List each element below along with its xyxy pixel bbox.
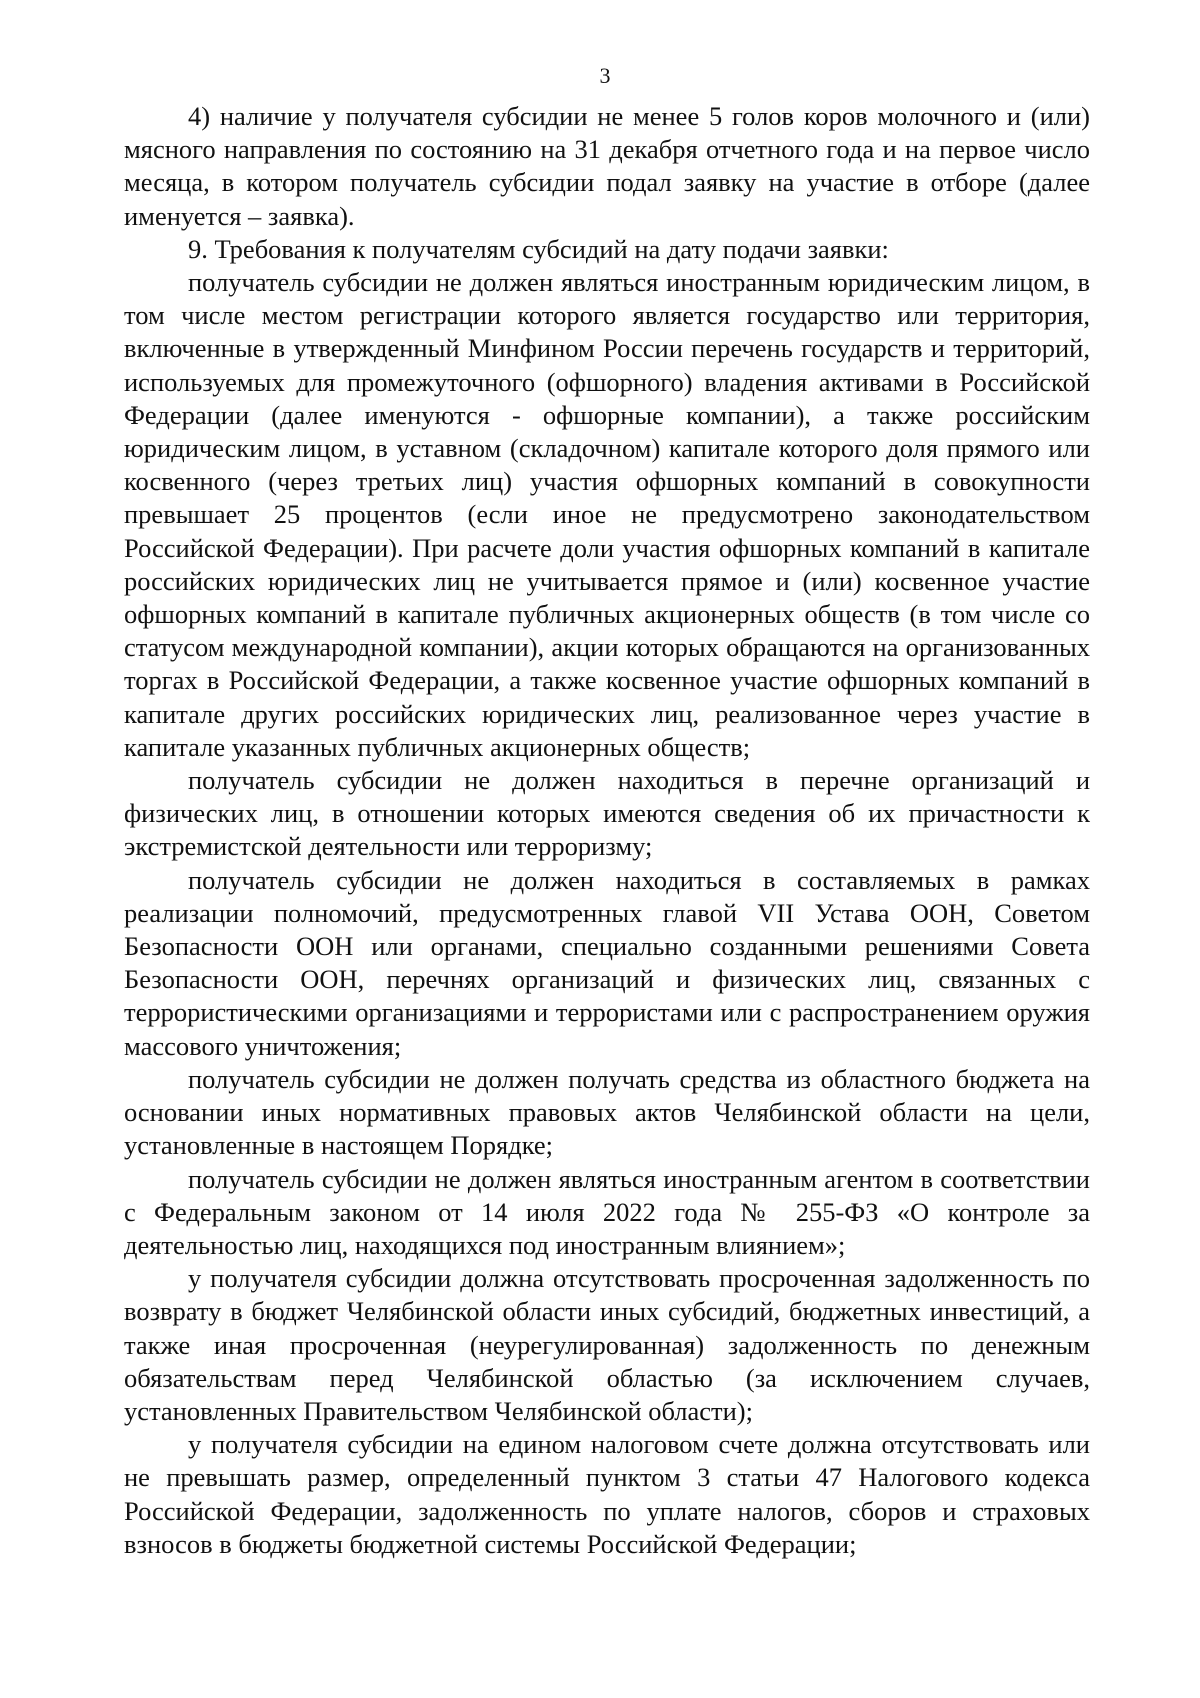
document-body: [124, 100, 1090, 1561]
paragraph-offshore-companies: получатель субсидии не должен являться иностранным юридическим лицом, в том числе местом регистрации которого является государство или территория, включенные в утвержденный Минфином России перечень государств и территорий, используемых для промежуточного (офшорного) владения активами в Российской Федерации (далее именуются - офшорные компании), а также российским юридическим лицом, в уставном (складочном) капитале которого доля прямого или косвенного (через третьих лиц) участия офшорных компаний в совокупности превышает 25 процентов (если иное не предусмотрено законодательством Российской Федерации). При расчете доли участия офшорных компаний в капитале российских юридических лиц не учитывается прямое и (или) косвенное участие офшорных компаний в капитале публичных акционерных обществ (в том числе со статусом международной компании), акции которых обращаются на организованных торгах в Российской Федерации, а также косвенное участие офшорных компаний в капитале других российских юридических лиц, реализованное через участие в капитале указанных публичных акционерных обществ;: [124, 267, 1090, 762]
paragraph-foreign-agent: получатель субсидии не должен являться иностранным агентом в соответствии с Федеральным законом от 14 июля 2022 года № 255-ФЗ «О контроле за деятельностью лиц, находящихся под иностранным влиянием»;: [124, 1163, 1090, 1260]
paragraph-extremism-list: получатель субсидии не должен находиться в перечне организаций и физических лиц, в отношении которых имеются сведения об их причастности к экстремистской деятельности или терроризму;: [124, 765, 1090, 862]
paragraph-un-sanctions-list: получатель субсидии не должен находиться в составляемых в рамках реализации полномочий, предусмотренных главой VII Устава ООН, Советом Безопасности ООН или органами, специально созданными решениями Совета Безопасности ООН, перечнях организаций и физических лиц, связанных с террористическими организациями и террористами или с распространением оружия массового уничтожения;: [124, 864, 1090, 1061]
page-number: 3: [599, 63, 611, 88]
paragraph-section-9-heading: 9. Требования к получателям субсидий на дату подачи заявки:: [188, 233, 889, 264]
paragraph-tax-account-debt: у получателя субсидии на едином налоговом счете должна отсутствовать или не превышать размер, определенный пунктом 3 статьи 47 Налогового кодекса Российской Федерации, задолженность по уплате налогов, сборов и страховых взносов в бюджеты бюджетной системы Российской Федерации;: [124, 1429, 1090, 1559]
paragraph-item-4-milk-cows: 4) наличие у получателя субсидии не менее 5 голов коров молочного и (или) мясного направления по состоянию на 31 декабря отчетного года и на первое число месяца, в котором получатель субсидии подал заявку на участие в отборе (далее именуется – заявка).: [124, 101, 1090, 231]
paragraph-overdue-debt: у получателя субсидии должна отсутствовать просроченная задолженность по возврату в бюджет Челябинской области иных субсидий, бюджетных инвестиций, а также иная просроченная (неурегулированная) задолженность по денежным обязательствам перед Челябинской областью (за исключением случаев, установленных Правительством Челябинской области);: [124, 1263, 1090, 1426]
paragraph-other-regional-funds: получатель субсидии не должен получать средства из областного бюджета на основании иных нормативных правовых актов Челябинской области на цели, установленные в настоящем Порядке;: [124, 1063, 1090, 1161]
